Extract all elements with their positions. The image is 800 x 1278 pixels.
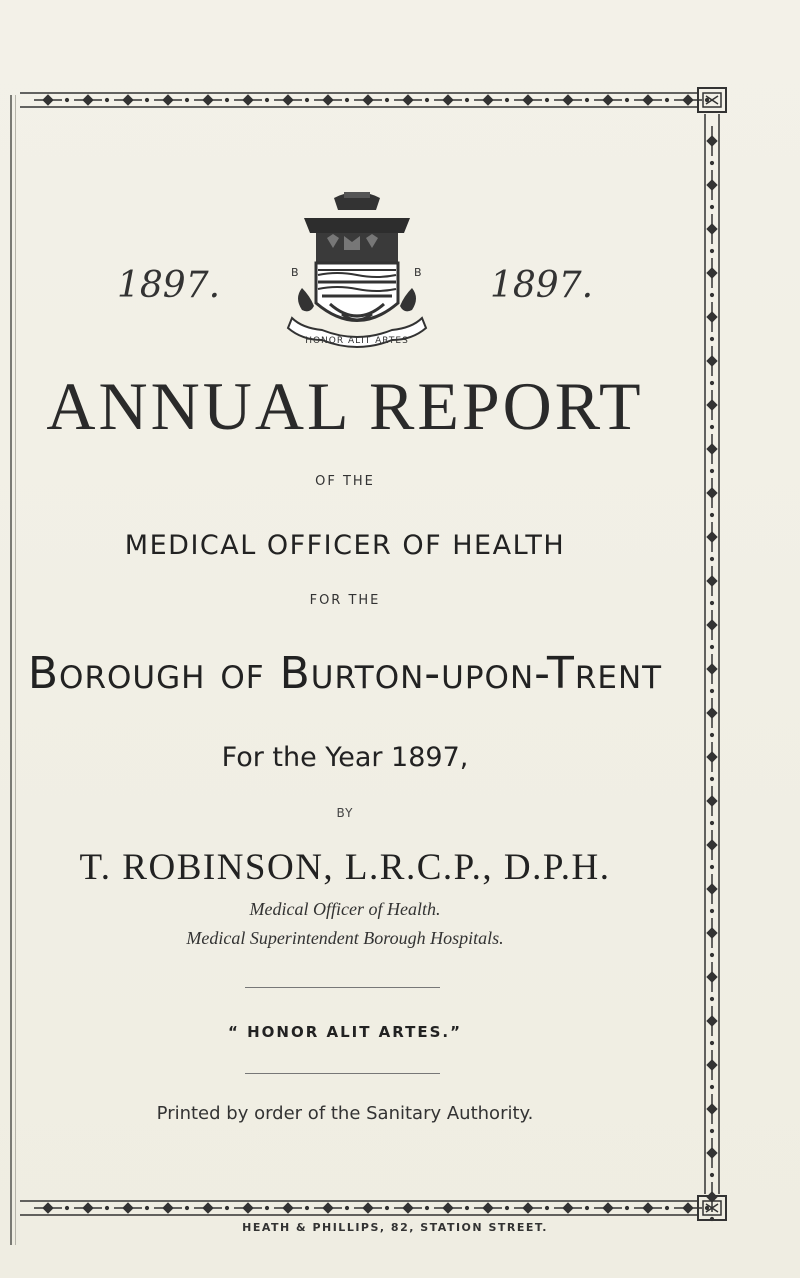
border-star-icon [363, 95, 373, 105]
author-role-officer: Medical Officer of Health. [249, 899, 441, 919]
border-star-icon [403, 95, 413, 105]
border-dot [710, 1041, 713, 1044]
printed-by-line: Printed by order of the Sanitary Authority. [156, 1103, 534, 1124]
border-star-icon [643, 95, 653, 105]
border-dot [710, 601, 713, 604]
of-the-label: OF THE [315, 474, 375, 489]
divider-bottom [245, 1073, 440, 1074]
border-dot [185, 98, 188, 101]
printer-imprint: HEATH & PHILLIPS, 82, STATION STREET. [242, 1221, 548, 1234]
border-star-icon [683, 1203, 693, 1213]
borough-name: Borough of Burton-upon-Trent [27, 648, 663, 699]
border-dot [710, 953, 713, 956]
border-dot [710, 1173, 713, 1176]
border-star-icon [523, 95, 533, 105]
border-star-icon [403, 1203, 413, 1213]
border-dot [265, 1206, 268, 1209]
border-star-icon [707, 312, 717, 322]
border-star-icon [43, 1203, 53, 1213]
border-star-icon [707, 972, 717, 982]
border-star-icon [707, 752, 717, 762]
border-dot [545, 1206, 548, 1209]
border-dot [710, 337, 713, 340]
crest-motto-text: HONOR ALIT ARTES [305, 336, 409, 346]
border-dot [145, 1206, 148, 1209]
border-dot [465, 98, 468, 101]
border-star-icon [707, 532, 717, 542]
border-star-icon [283, 1203, 293, 1213]
border-dot [710, 513, 713, 516]
border-dot [105, 1206, 108, 1209]
border-dot [705, 98, 708, 101]
border-star-icon [443, 1203, 453, 1213]
border-star-icon [603, 95, 613, 105]
border-star-icon [243, 95, 253, 105]
borough-crest-icon [282, 178, 432, 358]
border-dot [345, 98, 348, 101]
border-dot [710, 733, 713, 736]
border-dot [425, 98, 428, 101]
author-name: T. ROBINSON, L.R.C.P., D.P.H. [79, 847, 611, 888]
border-dot [185, 1206, 188, 1209]
border-dot [710, 469, 713, 472]
border-star-icon [683, 95, 693, 105]
border-dot [505, 98, 508, 101]
border-star-icon [203, 95, 213, 105]
border-dot [710, 645, 713, 648]
border-dot [465, 1206, 468, 1209]
border-dot [265, 98, 268, 101]
border-dot [705, 1206, 708, 1209]
border-star-icon [243, 1203, 253, 1213]
top-border [20, 93, 709, 107]
border-dot [65, 1206, 68, 1209]
border-star-icon [707, 708, 717, 718]
border-star-icon [707, 1016, 717, 1026]
border-dot [710, 557, 713, 560]
corner-ornament-top [698, 88, 726, 112]
border-star-icon [707, 444, 717, 454]
border-star-icon [603, 1203, 613, 1213]
border-dot [65, 98, 68, 101]
border-star-icon [83, 1203, 93, 1213]
border-star-icon [283, 95, 293, 105]
border-dot [625, 98, 628, 101]
border-star-icon [563, 95, 573, 105]
border-star-icon [707, 840, 717, 850]
border-star-icon [707, 180, 717, 190]
year-left: 1897. [117, 265, 221, 306]
report-year-line: For the Year 1897, [221, 742, 469, 773]
border-star-icon [83, 95, 93, 105]
border-dot [710, 293, 713, 296]
svg-text:B: B [291, 266, 299, 279]
border-dot [585, 1206, 588, 1209]
border-star-icon [707, 796, 717, 806]
border-dot [710, 821, 713, 824]
bottom-border [20, 1201, 709, 1215]
border-star-icon [563, 1203, 573, 1213]
border-star-icon [163, 95, 173, 105]
border-dot [710, 997, 713, 1000]
motto-text: “ HONOR ALIT ARTES.” [228, 1023, 462, 1041]
border-dot [625, 1206, 628, 1209]
border-star-icon [443, 95, 453, 105]
border-dot [710, 689, 713, 692]
border-dot [145, 98, 148, 101]
border-dot [225, 1206, 228, 1209]
border-star-icon [123, 1203, 133, 1213]
border-dot [585, 98, 588, 101]
border-star-icon [203, 1203, 213, 1213]
border-star-icon [483, 95, 493, 105]
border-dot [710, 909, 713, 912]
border-star-icon [707, 1104, 717, 1114]
border-star-icon [707, 488, 717, 498]
border-dot [545, 98, 548, 101]
for-the-label: FOR THE [309, 593, 381, 608]
border-star-icon [707, 356, 717, 366]
border-dot [385, 1206, 388, 1209]
svg-text:B: B [414, 266, 422, 279]
border-dot [305, 1206, 308, 1209]
officer-heading: MEDICAL OFFICER OF HEALTH [124, 530, 566, 561]
report-title: ANNUAL REPORT [46, 368, 644, 444]
border-star-icon [123, 95, 133, 105]
border-star-icon [707, 664, 717, 674]
border-star-icon [523, 1203, 533, 1213]
border-star-icon [707, 136, 717, 146]
border-star-icon [483, 1203, 493, 1213]
border-dot [385, 98, 388, 101]
border-star-icon [363, 1203, 373, 1213]
border-star-icon [707, 1060, 717, 1070]
border-dot [665, 98, 668, 101]
border-dot [425, 1206, 428, 1209]
border-dot [710, 161, 713, 164]
border-star-icon [707, 400, 717, 410]
border-dot [710, 1085, 713, 1088]
year-right: 1897. [490, 265, 594, 306]
border-dot [710, 249, 713, 252]
divider-top [245, 987, 440, 988]
border-dot [305, 98, 308, 101]
border-dot [345, 1206, 348, 1209]
border-dot [710, 425, 713, 428]
border-star-icon [43, 95, 53, 105]
border-dot [665, 1206, 668, 1209]
border-star-icon [707, 620, 717, 630]
border-dot [105, 98, 108, 101]
border-star-icon [707, 224, 717, 234]
border-star-icon [163, 1203, 173, 1213]
border-star-icon [323, 1203, 333, 1213]
border-star-icon [707, 884, 717, 894]
border-dot [225, 98, 228, 101]
border-dot [710, 381, 713, 384]
border-star-icon [707, 1148, 717, 1158]
border-star-icon [707, 928, 717, 938]
border-dot [710, 205, 713, 208]
author-role-superintendent: Medical Superintendent Borough Hospitals. [186, 928, 504, 948]
right-border [705, 114, 719, 1221]
border-dot [710, 1129, 713, 1132]
border-dot [505, 1206, 508, 1209]
border-dot [710, 865, 713, 868]
border-star-icon [643, 1203, 653, 1213]
border-star-icon [323, 95, 333, 105]
border-star-icon [707, 576, 717, 586]
by-label: BY [336, 806, 354, 820]
border-dot [710, 777, 713, 780]
border-star-icon [707, 268, 717, 278]
